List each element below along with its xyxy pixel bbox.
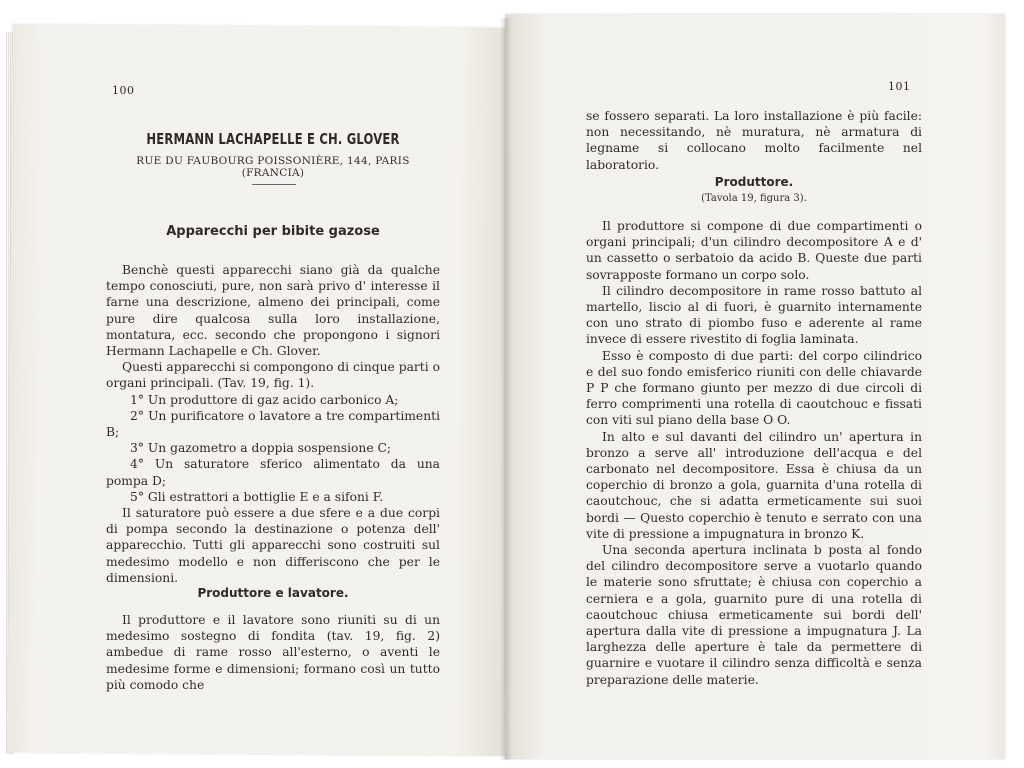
- paragraph: se fossero separati. La loro installazione è più facile: non necessitando, nè muratura, nè armatura di legname si collocano molto facilmente nel laboratorio.: [586, 109, 922, 172]
- list-item: 4° Un saturatore sferico alimentato da una pompa D;: [106, 457, 440, 488]
- company-name: HERMANN LACHAPELLE E CH. GLOVER: [146, 130, 400, 148]
- paragraph: Il saturatore può essere a due sfere e a due corpi di pompa secondo la destinazione o potenza dell' apparecchio. Tutti gli apparecchi sono costruiti sul medesimo modello e non differiscono che per le dimensioni.: [106, 506, 440, 585]
- paragraph: Benchè questi apparecchi siano già da qualche tempo conosciuti, pure, non sarà privo d' interesse il farne una descrizione, almeno dei principali, come pure dire qualcosa sulla loro installazione, montatura, ecc. secondo che propongono i signori Hermann Lachapelle e Ch. Glover.: [106, 263, 440, 359]
- list-item: 1° Un produttore di gaz acido carbonico A;: [130, 392, 399, 407]
- book-spine: [500, 18, 512, 760]
- right-page-number: 101: [888, 80, 911, 93]
- subsection-title: Produttore e lavatore.: [197, 586, 349, 600]
- left-body-continued: [106, 612, 440, 693]
- list-item: 3° Un gazometro a doppia sospensione C;: [130, 441, 392, 456]
- right-opening: [586, 108, 922, 173]
- paragraph: Il produttore e il lavatore sono riuniti su di un medesimo sostegno di fondita (tav. 19, fig. 2) ambedue di rame rosso all'esterno, o aventi le medesime forme e dimensioni; formano così un tutto più comodo che: [106, 613, 440, 692]
- section-title-left: Apparecchi per bibite gazose: [166, 224, 380, 239]
- header-divider: [252, 184, 296, 185]
- section-reference: (Tavola 19, figura 3).: [701, 193, 807, 204]
- paragraph: Una seconda apertura inclinata b posta al fondo del cilindro decompositore serve a vuotarlo quando le materie sono sfruttate; è chiusa con coperchio a cerniera e a gola, guarnito pure di una rotella di caoutchouc chiusa ermeticamente sui bordi dell' apertura dalla vite di pressione a impugnatura J. La larghezza delle aperture è tale da permettere di guarnire e vuotare il cilindro senza difficoltà e senza preparazione delle materie.: [586, 543, 922, 687]
- paragraph: Il produttore si compone di due compartimenti o organi principali; d'un cilindro decompositore A e d' un cassetto o serbatoio da acido B. Queste due parti sovrapposte formano un corpo solo.: [586, 219, 922, 282]
- list-item: 5° Gli estrattori a bottiglie E e a sifoni F.: [130, 489, 384, 504]
- left-body: [106, 262, 440, 586]
- list-item: 2° Un purificatore o lavatore a tre compartimenti B;: [106, 408, 440, 440]
- company-address: RUE DU FAUBOURG POISSONIÈRE, 144, PARIS (FRANCIA): [136, 155, 410, 179]
- paragraph: Il cilindro decompositore in rame rosso battuto al martello, liscio al di fuori, è guarnito internamente con uno strato di piombo fuso e aderente al rame invece di essere rivestito di foglia laminata.: [586, 283, 922, 347]
- paragraph: Questi apparecchi si compongono di cinque parti o organi principali. (Tav. 19, fig. 1).: [106, 360, 440, 391]
- paragraph: Esso è composto di due parti: del corpo cilindrico e del suo fondo emisferico riuniti con delle chiavarde P P che formano giunto per mezzo di due circoli di ferro comprimenti una rotella di caoutchouc e fissati con viti sul piano della base O O.: [586, 348, 922, 428]
- paragraph: In alto e sul davanti del cilindro un' apertura in bronzo a serve all' introduzione dell'acqua e del carbonato nel decompositore. Essa è chiusa da un coperchio di bronzo a gola, guarnita d'una rotella di caoutchouc, che si adatta ermeticamente sui suoi bordi — Questo coperchio è tenuto e serrato con una vite di pressione a impugnatura in bronzo K.: [586, 429, 922, 541]
- right-body: [586, 218, 922, 688]
- section-title-right: Produttore.: [714, 175, 794, 189]
- left-page-number: 100: [112, 84, 135, 97]
